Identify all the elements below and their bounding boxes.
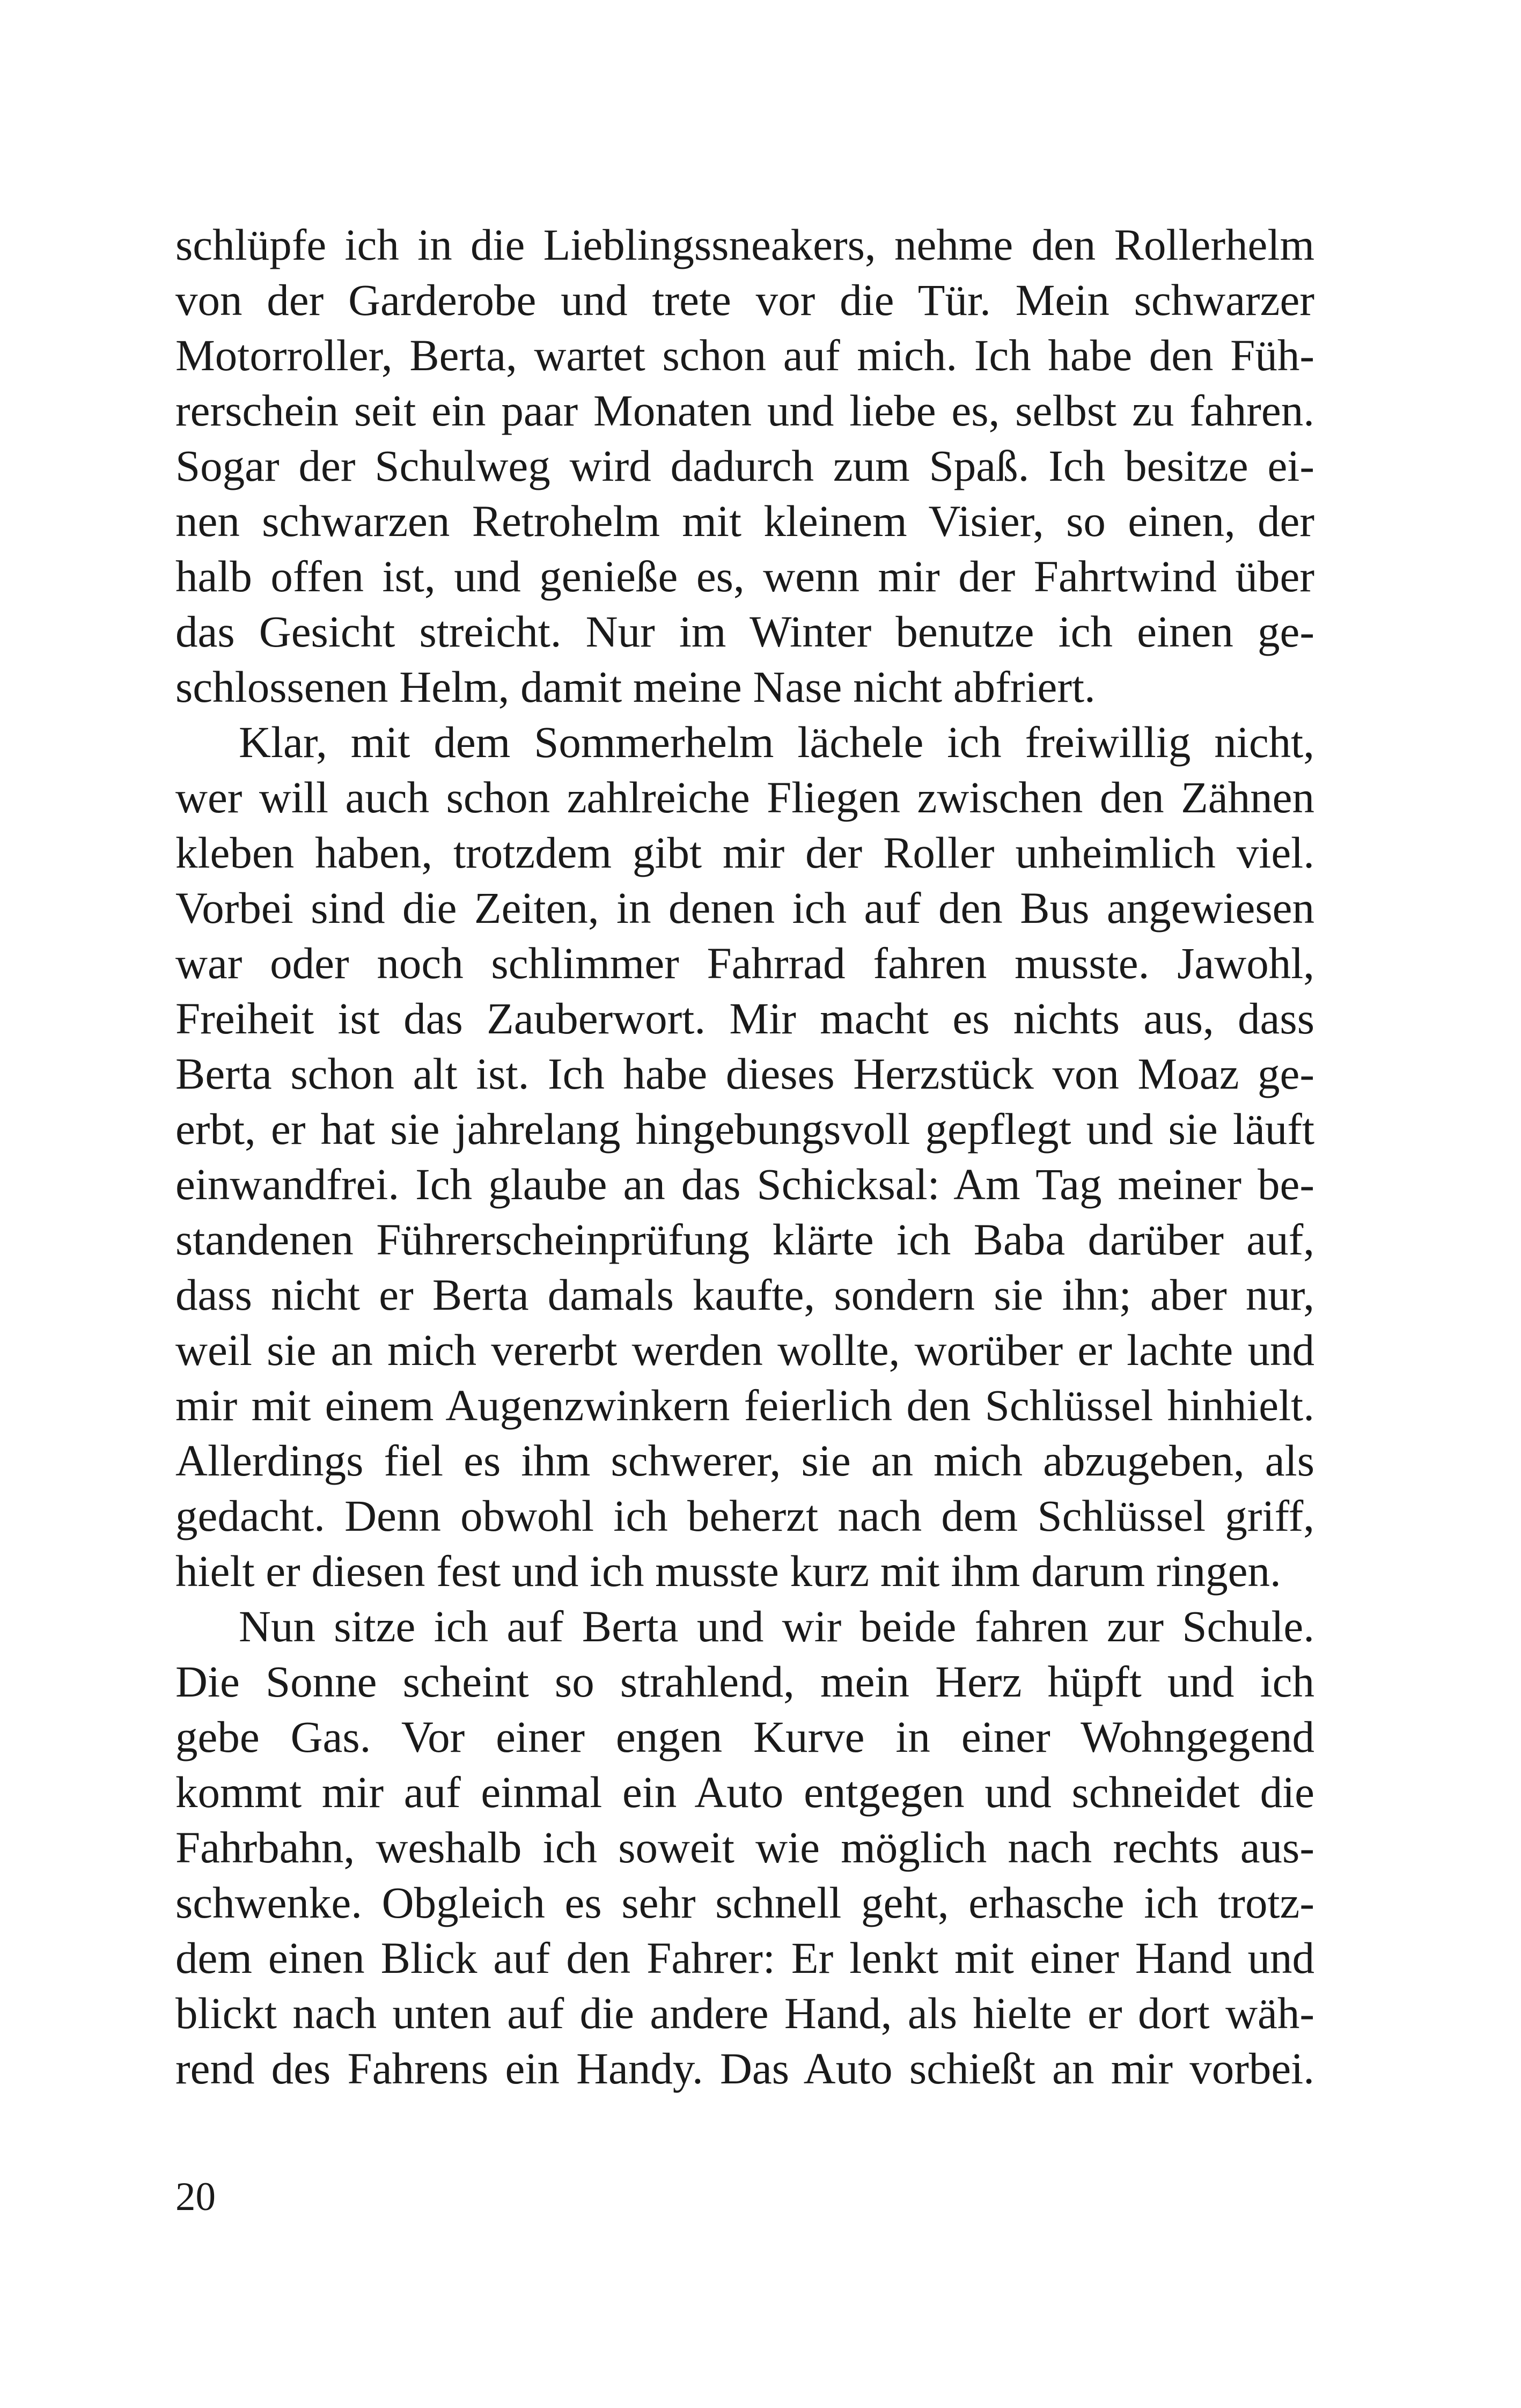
text-line: Klar, mit dem Sommerhelm lächele ich freiwillig nicht,: [239, 717, 1314, 767]
text-line: nen schwarzen Retrohelm mit kleinem Visier, so einen, der: [175, 496, 1314, 546]
text-line: Motorroller, Berta, wartet schon auf mich. Ich habe den Füh-: [175, 331, 1314, 380]
text-line: rend des Fahrens ein Handy. Das Auto schießt an mir vorbei.: [175, 2044, 1314, 2093]
text-line: Sogar der Schulweg wird dadurch zum Spaß. Ich besitze ei-: [175, 441, 1314, 490]
text-line: Berta schon alt ist. Ich habe dieses Herzstück von Moaz ge-: [175, 1049, 1314, 1098]
paragraph-1: [175, 217, 1314, 715]
text-line: kommt mir auf einmal ein Auto entgegen und schneidet die: [175, 1767, 1314, 1817]
text-line: Freiheit ist das Zauberwort. Mir macht es nichts aus, dass: [175, 994, 1314, 1043]
text-line: Die Sonne scheint so strahlend, mein Herz hüpft und ich: [175, 1657, 1314, 1706]
text-line: mir mit einem Augenzwinkern feierlich den Schlüssel hinhielt.: [175, 1381, 1314, 1430]
text-line: dass nicht er Berta damals kaufte, sondern sie ihn; aber nur,: [175, 1270, 1314, 1319]
text-line: weil sie an mich vererbt werden wollte, worüber er lachte und: [175, 1325, 1314, 1375]
text-line: von der Garderobe und trete vor die Tür. Mein schwarzer: [175, 275, 1314, 325]
text-line: hielt er diesen fest und ich musste kurz mit ihm darum ringen.: [175, 1546, 1281, 1596]
text-line: dem einen Blick auf den Fahrer: Er lenkt mit einer Hand und: [175, 1933, 1314, 1983]
text-line: schwenke. Obgleich es sehr schnell geht, erhasche ich trotz-: [175, 1878, 1314, 1927]
text-line: Vorbei sind die Zeiten, in denen ich auf den Bus angewiesen: [175, 883, 1314, 933]
paragraph-2: [175, 715, 1314, 1599]
text-line: Nun sitze ich auf Berta und wir beide fahren zur Schule.: [239, 1602, 1314, 1651]
body-text: [175, 217, 1314, 2096]
text-line: war oder noch schlimmer Fahrrad fahren musste. Jawohl,: [175, 938, 1314, 988]
text-line: gedacht. Denn obwohl ich beherzt nach dem Schlüssel griff,: [175, 1491, 1314, 1540]
text-line: schlüpfe ich in die Lieblingssneakers, nehme den Rollerhelm: [175, 220, 1314, 269]
text-line: Fahrbahn, weshalb ich soweit wie möglich nach rechts aus-: [175, 1823, 1314, 1872]
text-line: halb offen ist, und genieße es, wenn mir der Fahrtwind über: [175, 552, 1314, 601]
paragraph-3: [175, 1599, 1314, 2096]
text-line: einwandfrei. Ich glaube an das Schicksal: Am Tag meiner be-: [175, 1159, 1314, 1209]
text-line: erbt, er hat sie jahrelang hingebungsvoll gepflegt und sie läuft: [175, 1104, 1314, 1154]
text-line: gebe Gas. Vor einer engen Kurve in einer Wohngegend: [175, 1712, 1314, 1761]
text-line: rerschein seit ein paar Monaten und liebe es, selbst zu fahren.: [175, 386, 1314, 435]
text-line: blickt nach unten auf die andere Hand, als hielte er dort wäh-: [175, 1988, 1314, 2038]
page-number: 20: [175, 2175, 216, 2219]
text-line: Allerdings fiel es ihm schwerer, sie an mich abzugeben, als: [175, 1436, 1314, 1485]
text-line: schlossenen Helm, damit meine Nase nicht abfriert.: [175, 662, 1096, 711]
text-line: das Gesicht streicht. Nur im Winter benutze ich einen ge-: [175, 607, 1314, 656]
text-line: kleben haben, trotzdem gibt mir der Roller unheimlich viel.: [175, 828, 1314, 877]
text-line: standenen Führerscheinprüfung klärte ich Baba darüber auf,: [175, 1215, 1314, 1264]
text-line: wer will auch schon zahlreiche Fliegen zwischen den Zähnen: [175, 773, 1314, 822]
